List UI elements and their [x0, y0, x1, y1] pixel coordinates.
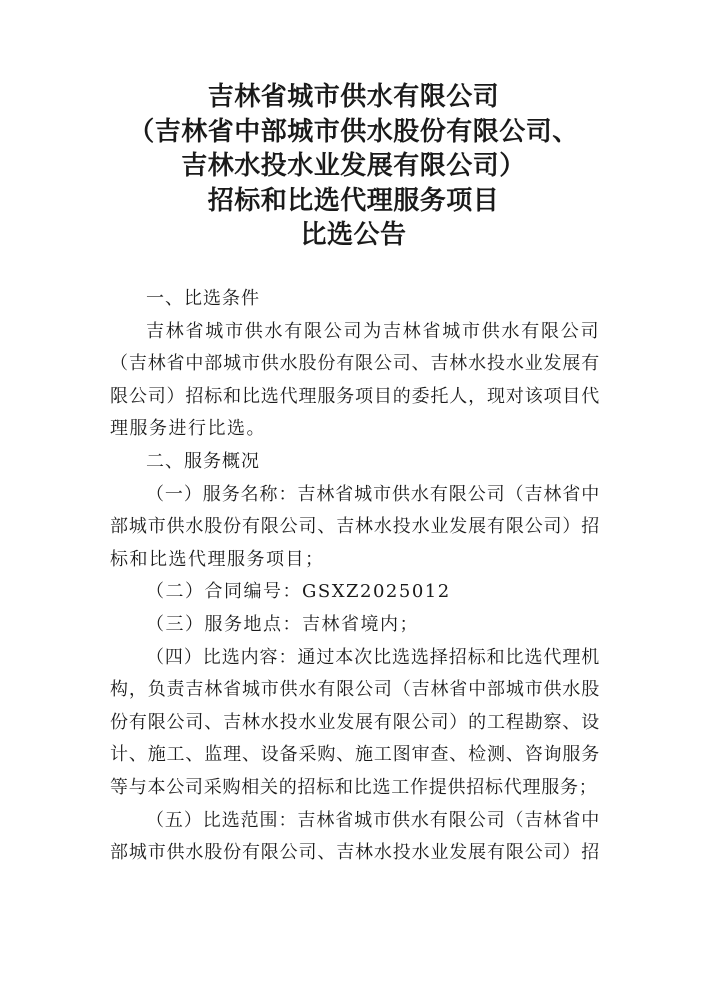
text-line: （二）合同编号：GSXZ2025012 — [146, 581, 451, 603]
item-selection-content — [110, 642, 600, 805]
announcement-body — [110, 283, 600, 870]
text-line: 部城市供水股份有限公司、吉林水投水业发展有限公司）招 — [110, 842, 600, 864]
text-line: 限公司）招标和比选代理服务项目的委托人，现对该项目代 — [110, 385, 600, 407]
item-contract-number — [110, 576, 600, 609]
section-1-heading: 一、比选条件 — [146, 288, 260, 309]
text-line: 标和比选代理服务项目； — [110, 548, 325, 570]
section-1-paragraph — [110, 316, 600, 446]
text-line: 构，负责吉林省城市供水有限公司（吉林省中部城市供水股 — [110, 679, 600, 701]
text-line: 部城市供水股份有限公司、吉林水投水业发展有限公司）招 — [110, 516, 600, 538]
announcement-title — [0, 80, 707, 253]
title-line-1: 吉林省城市供水有限公司 — [207, 82, 500, 112]
title-line-2: （吉林省中部城市供水股份有限公司、 — [128, 116, 579, 147]
text-line: 理服务进行比选。 — [110, 418, 266, 440]
text-line: 份有限公司、吉林水投水业发展有限公司）的工程勘察、设 — [110, 711, 600, 733]
text-line: （一）服务名称：吉林省城市供水有限公司（吉林省中 — [146, 483, 600, 505]
item-service-location — [110, 609, 600, 642]
title-line-3: 吉林水投水业发展有限公司） — [181, 151, 526, 181]
text-line: （四）比选内容：通过本次比选选择招标和比选代理机 — [146, 646, 600, 668]
title-line-4: 招标和比选代理服务项目 — [207, 185, 500, 216]
section-2-heading: 二、服务概况 — [146, 450, 260, 472]
title-line-5: 比选公告 — [300, 220, 407, 250]
text-line: 吉林省城市供水有限公司为吉林省城市供水有限公司 — [146, 320, 600, 342]
text-line: （三）服务地点：吉林省境内； — [146, 613, 419, 635]
text-line: 等与本公司采购相关的招标和比选工作提供招标代理服务； — [110, 776, 598, 798]
item-service-name — [110, 479, 600, 577]
text-line: （五）比选范围：吉林省城市供水有限公司（吉林省中 — [146, 809, 600, 831]
text-line: 计、施工、监理、设备采购、施工图审查、检测、咨询服务 — [110, 744, 600, 766]
text-line: （吉林省中部城市供水股份有限公司、吉林水投水业发展有 — [110, 353, 600, 375]
item-selection-scope — [110, 805, 600, 870]
